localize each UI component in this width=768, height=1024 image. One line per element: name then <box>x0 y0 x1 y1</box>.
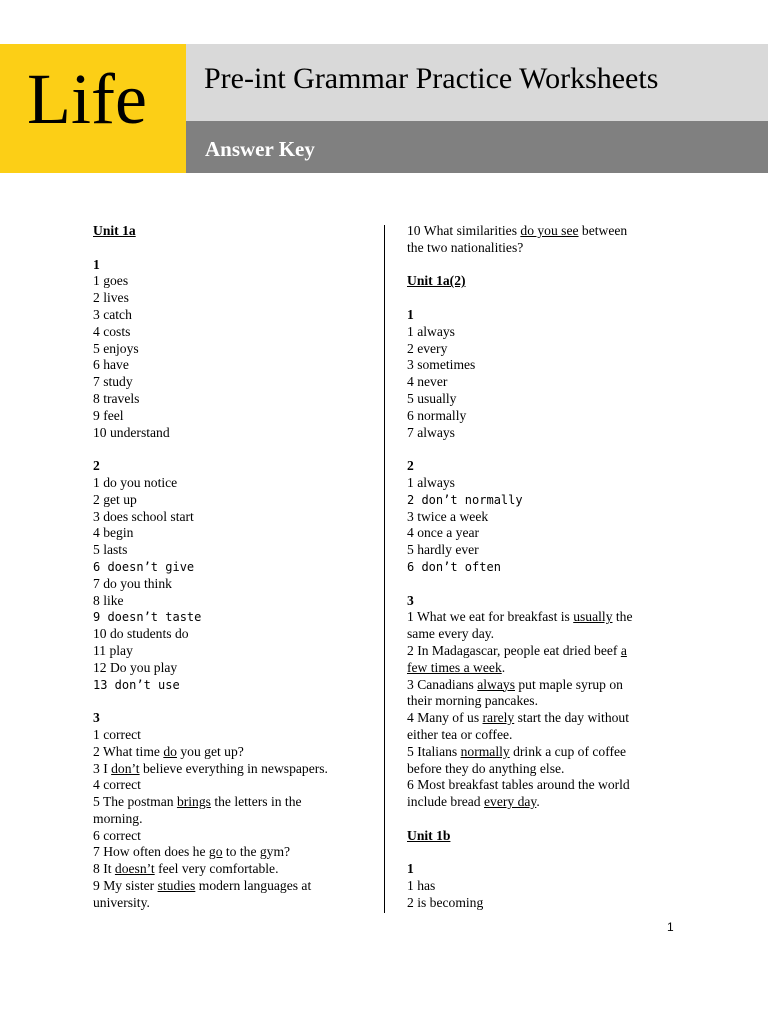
answer-line <box>93 727 375 744</box>
text-segment: 2 don’t normally <box>407 492 523 507</box>
text-segment: 2 In Madagascar, people eat dried beef <box>407 642 621 658</box>
text-segment: believe everything in newspapers. <box>139 760 328 776</box>
text-segment: . <box>501 659 506 675</box>
answer-line <box>407 559 677 576</box>
text-segment: 5 hardly ever <box>407 542 479 558</box>
text-segment: put maple syrup on <box>514 676 623 692</box>
answer-line <box>93 828 375 845</box>
text-segment: before they do anything else. <box>407 760 565 776</box>
text-segment: feel very comfortable. <box>154 861 279 877</box>
text-segment: 4 Many of us <box>407 710 483 726</box>
answer-line <box>93 492 375 509</box>
text-segment: same every day. <box>407 626 495 642</box>
text-segment: 13 don’t use <box>93 677 180 692</box>
answer-line <box>93 290 375 307</box>
text-segment: 5 The postman <box>93 794 177 810</box>
text-segment: include bread <box>407 794 484 810</box>
underlined-word: usually <box>573 609 613 625</box>
text-segment: 3 does school start <box>93 508 194 524</box>
underlined-word: few times a week <box>407 659 502 675</box>
text-segment: 4 never <box>407 374 448 390</box>
answer-line <box>407 727 677 744</box>
text-segment: the <box>612 609 633 625</box>
blank-line <box>407 290 677 307</box>
text-segment: their morning pancakes. <box>407 693 538 709</box>
text-segment: 5 usually <box>407 390 457 406</box>
answer-line <box>407 895 677 912</box>
answer-line <box>407 425 677 442</box>
text-segment: 9 feel <box>93 407 124 423</box>
section-heading <box>93 257 375 274</box>
answer-line <box>407 492 677 509</box>
answer-line <box>93 861 375 878</box>
text-segment: 3 catch <box>93 306 132 322</box>
underlined-word: brings <box>176 794 211 810</box>
section-heading <box>407 828 677 845</box>
text-segment: 6 normally <box>407 407 467 423</box>
answer-line <box>93 777 375 794</box>
text-segment: 3 <box>407 592 414 608</box>
answer-line <box>93 357 375 374</box>
answer-line <box>407 710 677 727</box>
answer-line <box>407 391 677 408</box>
text-segment: 1 always <box>407 323 455 339</box>
answer-line <box>93 425 375 442</box>
answer-line <box>93 525 375 542</box>
underlined-word: do <box>163 743 177 759</box>
answer-line <box>93 307 375 324</box>
text-segment: 5 Italians <box>407 743 461 759</box>
blank-line <box>93 693 375 710</box>
answer-line <box>407 744 677 761</box>
answer-line <box>407 324 677 341</box>
answer-line <box>407 341 677 358</box>
blank-line <box>407 844 677 861</box>
section-heading <box>407 861 677 878</box>
text-segment: 7 How often does he <box>93 844 209 860</box>
answer-line <box>407 357 677 374</box>
text-segment: 1 correct <box>93 726 141 742</box>
text-segment: either tea or coffee. <box>407 726 513 742</box>
text-segment: start the day without <box>514 710 630 726</box>
text-segment: 4 correct <box>93 777 141 793</box>
underlined-word: don’t <box>111 760 140 776</box>
text-segment: 1 always <box>407 474 455 490</box>
answer-line <box>407 475 677 492</box>
answer-line <box>407 525 677 542</box>
text-segment: 10 do students do <box>93 626 189 642</box>
underlined-word: doesn’t <box>114 861 155 877</box>
answer-line <box>407 777 677 794</box>
page-title: Pre-int Grammar Practice Worksheets <box>204 62 659 95</box>
text-segment: 3 twice a week <box>407 508 489 524</box>
blank-line <box>407 441 677 458</box>
text-segment: Unit 1b <box>407 827 451 843</box>
answer-line <box>407 240 677 257</box>
text-segment: 2 get up <box>93 491 137 507</box>
answer-line <box>93 794 375 811</box>
page-number: 1 <box>667 920 674 934</box>
answer-line <box>407 660 677 677</box>
answer-line <box>407 223 677 240</box>
answer-line <box>407 878 677 895</box>
text-segment: 3 sometimes <box>407 357 476 373</box>
answer-line <box>407 408 677 425</box>
text-segment: to the gym? <box>222 844 291 860</box>
text-segment: 2 What time <box>93 743 164 759</box>
text-segment: Unit 1a(2) <box>407 273 466 289</box>
text-segment: 2 <box>93 458 100 474</box>
answer-line <box>407 509 677 526</box>
text-segment: 1 <box>407 306 414 322</box>
text-segment: 2 is becoming <box>407 894 484 910</box>
section-heading <box>93 223 375 240</box>
text-segment: 7 always <box>407 424 455 440</box>
text-segment: 1 <box>93 256 100 272</box>
column-divider <box>384 225 385 913</box>
answer-line <box>93 273 375 290</box>
underlined-word: always <box>477 676 515 692</box>
text-segment: 1 has <box>407 878 436 894</box>
answer-line <box>93 391 375 408</box>
text-segment: 6 don’t often <box>407 559 501 574</box>
text-segment: university. <box>93 894 150 910</box>
blank-line <box>407 257 677 274</box>
text-segment: 5 lasts <box>93 542 128 558</box>
answer-line <box>407 761 677 778</box>
section-heading <box>407 458 677 475</box>
text-segment: 12 Do you play <box>93 659 178 675</box>
text-segment: you get up? <box>176 743 244 759</box>
underlined-word: every day <box>484 794 537 810</box>
answer-line <box>93 576 375 593</box>
text-segment: 9 doesn’t taste <box>93 610 202 625</box>
answer-line <box>93 677 375 694</box>
answer-line <box>93 660 375 677</box>
answer-line <box>407 693 677 710</box>
answer-line <box>407 677 677 694</box>
blank-line <box>93 441 375 458</box>
text-segment: the two nationalities? <box>407 239 524 255</box>
text-segment: 6 correct <box>93 827 141 843</box>
text-segment: the letters in the <box>210 794 302 810</box>
answer-line <box>93 895 375 912</box>
answer-line <box>93 559 375 576</box>
section-heading <box>93 458 375 475</box>
text-segment: 11 play <box>93 642 133 658</box>
text-segment: 7 do you think <box>93 575 172 591</box>
text-segment: 3 <box>93 710 100 726</box>
section-heading <box>407 307 677 324</box>
text-segment: 1 What we eat for breakfast is <box>407 609 574 625</box>
text-segment: 8 like <box>93 592 124 608</box>
answer-line <box>93 593 375 610</box>
answer-line <box>407 609 677 626</box>
answer-line <box>407 542 677 559</box>
answer-line <box>93 761 375 778</box>
text-segment: 1 do you notice <box>93 474 178 490</box>
text-segment: . <box>536 794 540 810</box>
underlined-word: normally <box>460 743 510 759</box>
answer-line <box>93 609 375 626</box>
text-segment: Unit 1a <box>93 223 136 238</box>
text-segment: 2 every <box>407 340 448 356</box>
answer-line <box>93 475 375 492</box>
blank-line <box>407 811 677 828</box>
answer-line <box>93 811 375 828</box>
underlined-word: go <box>208 844 223 860</box>
underlined-word: studies <box>157 878 196 894</box>
logo-text: Life <box>27 59 147 139</box>
left-column <box>93 223 375 912</box>
answer-line <box>93 626 375 643</box>
text-segment: 2 <box>407 458 414 474</box>
answer-line <box>93 408 375 425</box>
answer-line <box>407 374 677 391</box>
text-segment: between <box>578 223 628 238</box>
answer-line <box>93 542 375 559</box>
blank-line <box>93 240 375 257</box>
answer-line <box>93 643 375 660</box>
text-segment: 3 I <box>93 760 112 776</box>
answer-line <box>93 509 375 526</box>
underlined-word: a <box>620 642 627 658</box>
text-segment: 8 travels <box>93 390 140 406</box>
text-segment: 4 begin <box>93 525 134 541</box>
text-segment: morning. <box>93 810 143 826</box>
answer-line <box>407 626 677 643</box>
text-segment: 9 My sister <box>93 878 158 894</box>
blank-line <box>407 576 677 593</box>
text-segment: 6 have <box>93 357 129 373</box>
text-segment: 10 understand <box>93 424 170 440</box>
section-heading <box>93 710 375 727</box>
answer-line <box>93 844 375 861</box>
text-segment: 1 <box>407 861 414 877</box>
text-segment: 10 What similarities <box>407 223 521 238</box>
text-segment: 5 enjoys <box>93 340 139 356</box>
answer-line <box>93 374 375 391</box>
answer-line <box>93 324 375 341</box>
text-segment: 3 Canadians <box>407 676 478 692</box>
text-segment: drink a cup of coffee <box>509 743 627 759</box>
answer-line <box>93 341 375 358</box>
section-heading <box>407 593 677 610</box>
answer-line <box>93 744 375 761</box>
text-segment: 8 It <box>93 861 115 877</box>
section-heading <box>407 273 677 290</box>
text-segment: 4 once a year <box>407 525 480 541</box>
text-segment: 2 lives <box>93 290 129 306</box>
text-segment: 1 goes <box>93 273 129 289</box>
text-segment: 7 study <box>93 374 133 390</box>
text-segment: 4 costs <box>93 323 131 339</box>
underlined-word: do you see <box>520 223 579 238</box>
right-column <box>407 223 677 912</box>
page-subtitle: Answer Key <box>205 137 315 161</box>
text-segment: 6 doesn’t give <box>93 559 195 574</box>
answer-line <box>407 643 677 660</box>
text-segment: 6 Most breakfast tables around the world <box>407 777 630 793</box>
text-segment: modern languages at <box>195 878 312 894</box>
answer-line <box>407 794 677 811</box>
underlined-word: rarely <box>482 710 515 726</box>
answer-line <box>93 878 375 895</box>
